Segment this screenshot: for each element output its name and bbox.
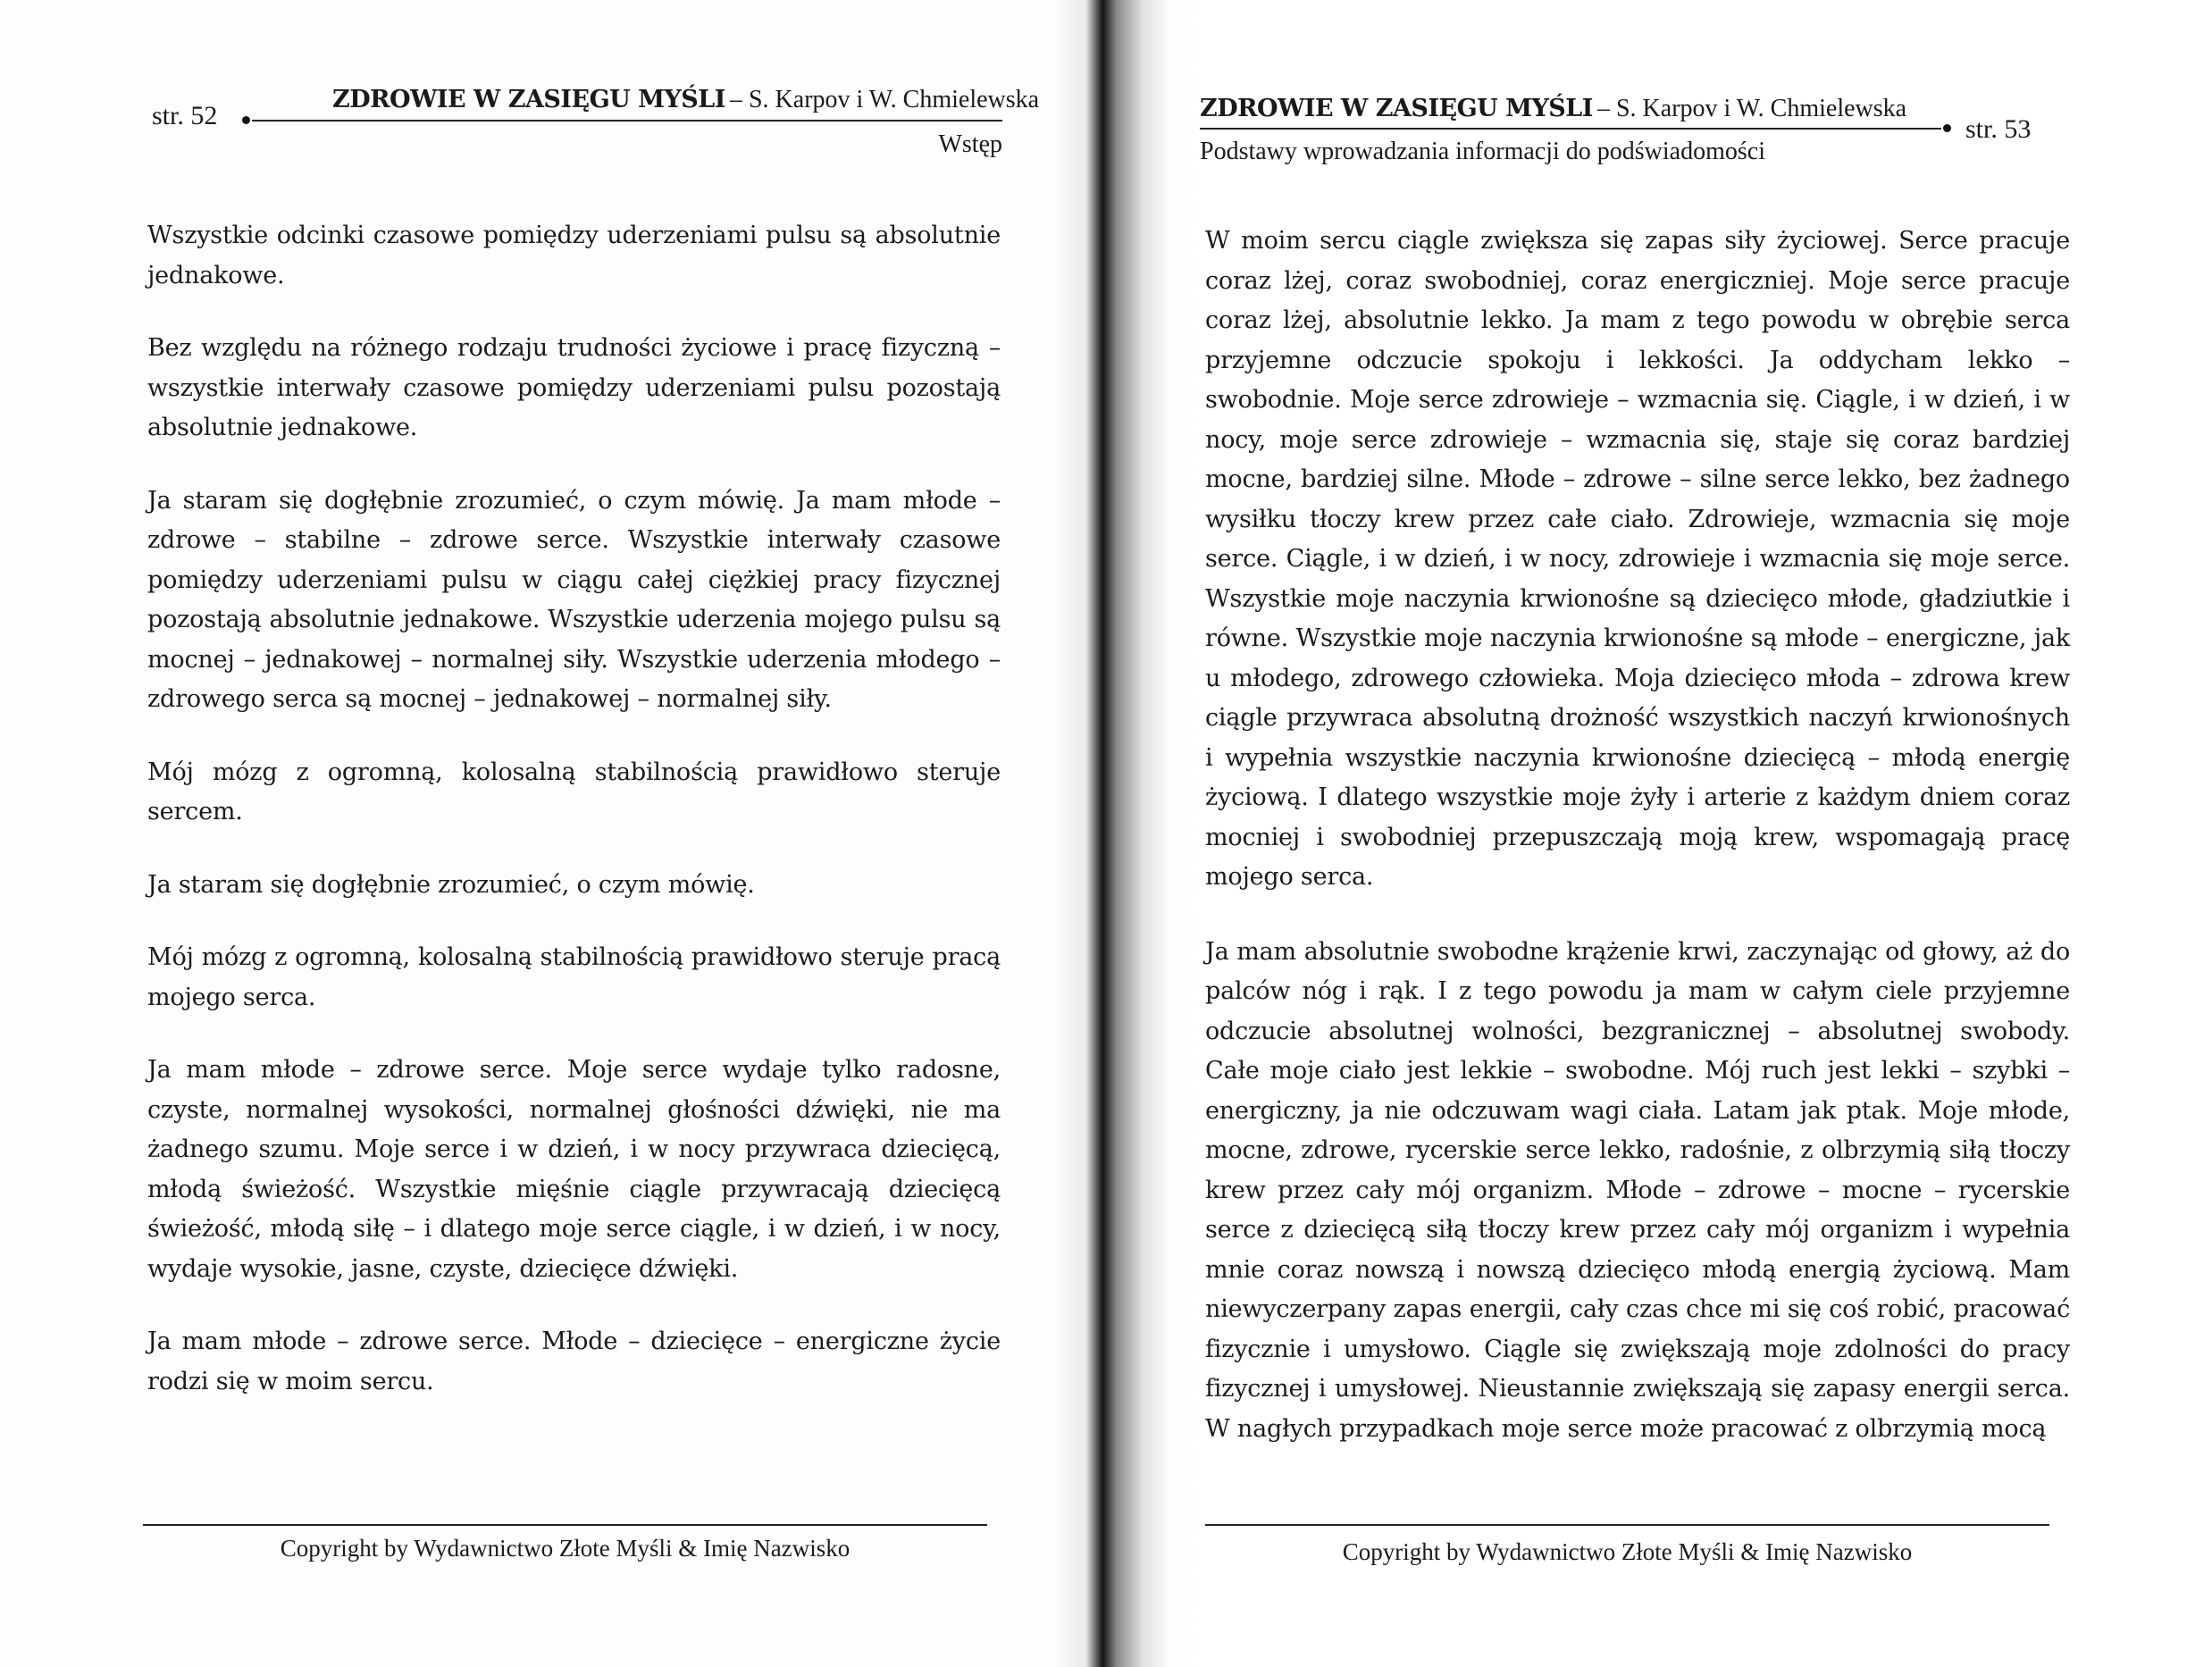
paragraph: Ja mam młode – zdrowe serce. Młode – dziecięce – energiczne życie rodzi się w moim sercu. [147, 1328, 1001, 1395]
right-page [1085, 0, 2212, 1667]
footer-rule [143, 1524, 987, 1526]
book-title: ZDROWIE W ZASIĘGU MYŚLI [332, 86, 725, 113]
paragraph: W moim sercu ciągle zwiększa się zapas siły życiowej. Serce pracuje coraz lżej, coraz swobodniej, coraz energiczniej. Moje serce pracuje coraz lżej, absolutnie lekko. Ja mam z tego powodu w obrębie serca przyjemne odczucie spokoju i lekkości. Ja oddycham lekko – swobodnie. Moje serce zdrowieje – wzmacnia się. Ciągle, i w dzień, i w nocy, moje serce zdrowieje – wzmacnia się, staje się coraz bardziej mocne, bardziej silne. Młode – zdrowe – silne serce lekko, bez żadnego wysiłku tłoczy krew przez całe ciało. Zdrowieje, wzmacnia się moje serce. Ciągle, i w dzień, i w nocy, zdrowieje i wzmacnia się moje serce. Wszystkie moje naczynia krwionośne są dziecięco młode, gładziutkie i równe. Wszystkie moje naczynia krwionośne są młode – energiczne, jak u młodego, zdrowego człowieka. Moja dziecięco młoda – zdrowa krew ciągle przywraca absolutną drożność wszystkich naczyń krwionośnych i wypełnia wszystkie naczynia krwionośne dziecięcą – młodą energię życiową. I dlatego wszystkie moje żyły i arterie z każdym dniem coraz mocniej i swobodniej przepuszczają moją krew, wspomagają pracę mojego serca. [1205, 227, 2070, 891]
paragraph: Ja mam młode – zdrowe serce. Moje serce wydaje tylko radosne, czyste, normalnej wysokości, normalnej głośności dźwięki, nie ma żadnego szumu. Moje serce i w dzień, i w nocy przywraca dziecięcą, młodą świeżość. Wszystkie mięśnie ciągle przywracają dziecięcą świeżość, młodą siłę – i dlatego moje serce ciągle, i w dzień, i w nocy, wydaje wysokie, jasne, czyste, dziecięce dźwięki. [147, 1056, 1001, 1283]
header-rule [252, 120, 1002, 121]
running-head [1200, 95, 1906, 123]
body-text [147, 216, 1001, 1402]
book-author: – S. Karpov i W. Chmielewska [1596, 95, 1907, 122]
paragraph: Ja staram się dogłębnie zrozumieć, o czym mówię. Ja mam młode – zdrowe – stabilne – zdrowe serce. Wszystkie interwały czasowe pomiędzy uderzeniami pulsu w ciągu całej ciężkiej pracy fizycznej pozostają absolutnie jednakowe. Wszystkie uderzenia mojego pulsu są mocnej – jednakowej – normalnej siły. Wszystkie uderzenia młodego – zdrowego serca są mocnej – jednakowej – normalnej siły. [147, 486, 1001, 713]
running-head [332, 86, 1039, 114]
body-text [1205, 222, 2070, 1449]
book-gutter-shadow [1054, 0, 1197, 1667]
page-number: str. 52 [152, 101, 218, 130]
chapter-title: Wstęp [938, 130, 1002, 158]
header-bullet [242, 116, 250, 124]
left-page [0, 0, 1085, 1667]
header-bullet [1943, 124, 1951, 132]
copyright-footer: Copyright by Wydawnictwo Złote Myśli & Imię Nazwisko [280, 1535, 850, 1562]
book-title: ZDROWIE W ZASIĘGU MYŚLI [1200, 95, 1593, 122]
paragraph: Mój mózg z ogromną, kolosalną stabilnością prawidłowo steruje sercem. [147, 758, 1001, 825]
paragraph: Ja mam absolutnie swobodne krążenie krwi, zaczynając od głowy, aż do palców nóg i rąk. I z tego powodu ja mam w całym ciele przyjemne odczucie absolutnej wolności, bezgranicznej – absolutnej swobody. Całe moje ciało jest lekkie – swobodne. Mój ruch jest lekki – szybki – energiczny, ja nie odczuwam wagi ciała. Latam jak ptak. Moje młode, mocne, zdrowe, rycerskie serce lekko, radośnie, z olbrzymią siłą tłoczy krew przez cały mój organizm. Młode – zdrowe – mocne – rycerskie serce z dziecięcą siłą tłoczy krew przez cały mój organizm i wypełnia mnie coraz nowszą i nowszą dziecięco młodą energią życiową. Mam niewyczerpany zapas energii, cały czas chce mi się coś robić, pracować fizycznie i umysłowo. Ciągle się zwiększają moje zdolności do pracy fizycznej i umysłowej. Nieustannie zwiększają się zapasy energii serca. W nagłych przypadkach moje serce może pracować z olbrzymią mocą [1205, 937, 2070, 1443]
paragraph: Bez względu na różnego rodzaju trudności życiowe i pracę fizyczną – wszystkie interwały czasowe pomiędzy uderzeniami pulsu pozostają absolutnie jednakowe. [147, 334, 1001, 441]
header-rule [1200, 128, 1941, 130]
page-number: str. 53 [1965, 114, 2032, 144]
footer-rule [1205, 1524, 2049, 1526]
paragraph: Ja staram się dogłębnie zrozumieć, o czym mówię. [147, 870, 755, 899]
chapter-title: Podstawy wprowadzania informacji do podświadomości [1200, 138, 1765, 165]
copyright-footer: Copyright by Wydawnictwo Złote Myśli & Imię Nazwisko [1342, 1538, 1913, 1565]
paragraph: Wszystkie odcinki czasowe pomiędzy uderzeniami pulsu są absolutnie jednakowe. [147, 222, 1001, 289]
book-author: – S. Karpov i W. Chmielewska [729, 86, 1040, 113]
paragraph: Mój mózg z ogromną, kolosalną stabilnością prawidłowo steruje pracą mojego serca. [147, 943, 1001, 1011]
